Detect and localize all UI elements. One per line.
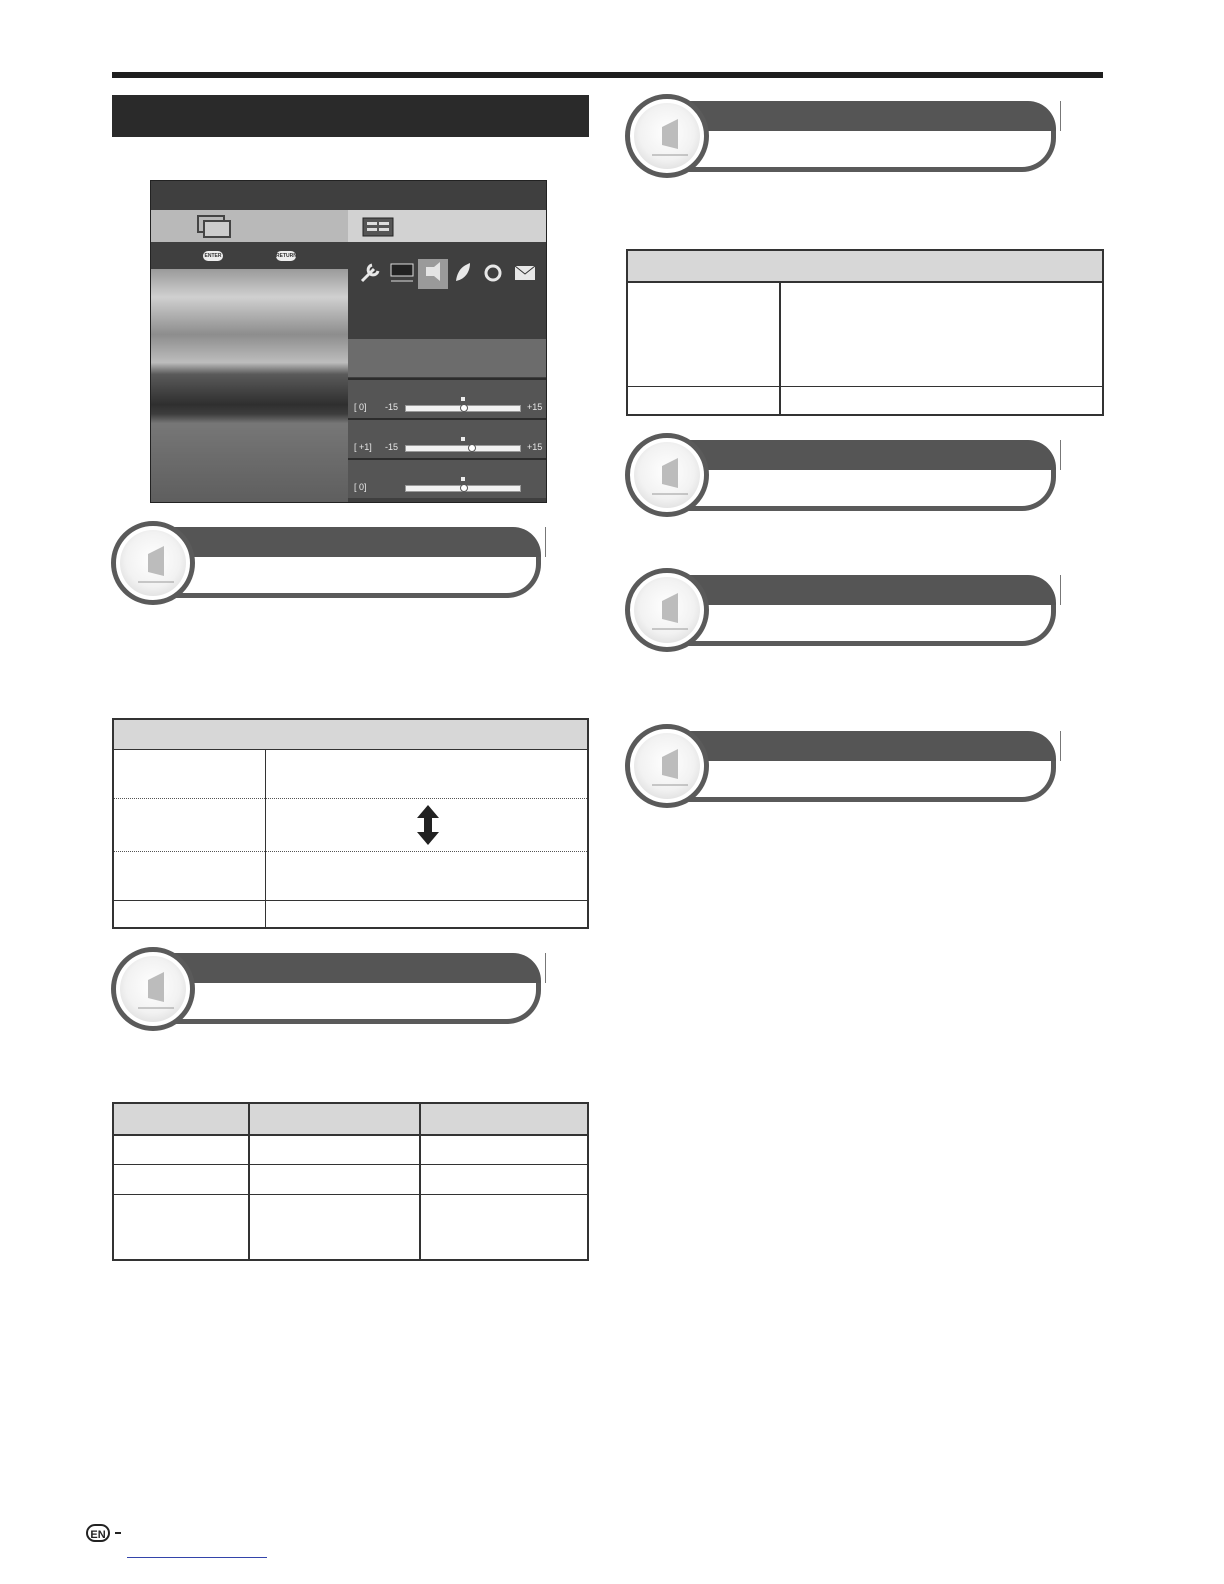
menu-icon-row	[358, 259, 544, 289]
adjust-row-3[interactable]	[348, 458, 546, 498]
feature-header-2	[155, 953, 555, 1029]
wrench-icon	[362, 265, 378, 281]
menu-description-panel	[348, 339, 546, 377]
row-min: -15	[385, 442, 399, 452]
audio-badge-icon	[625, 433, 709, 517]
audio-badge-icon	[625, 94, 709, 178]
table-header	[114, 720, 587, 750]
slider-track[interactable]	[405, 485, 521, 492]
feature-header-3	[670, 101, 1070, 177]
feature-header-6	[670, 731, 1070, 807]
row-value: [ +1]	[354, 442, 372, 452]
settings-table-1	[112, 718, 589, 929]
table-row	[628, 386, 1102, 387]
footer-link-underline[interactable]	[127, 1557, 267, 1558]
audio-badge-icon	[625, 568, 709, 652]
tv-menu-tabs	[151, 210, 546, 242]
table-header	[628, 251, 1102, 283]
return-button-icon: RETURN	[276, 253, 297, 259]
settings-tab-icon	[362, 217, 394, 237]
slider-track[interactable]	[405, 405, 521, 412]
adjust-row-2[interactable]	[348, 418, 546, 458]
audio-badge-icon	[625, 724, 709, 808]
audio-badge-icon	[111, 947, 195, 1031]
top-rule	[112, 72, 1103, 78]
feature-header-5	[670, 575, 1070, 651]
screens-tab-icon[interactable]	[197, 215, 233, 239]
feature-header-1	[155, 527, 555, 603]
row-min: -15	[385, 402, 399, 412]
slider-center-mark	[461, 397, 465, 401]
slider-track[interactable]	[405, 445, 521, 452]
tv-menu-screenshot	[150, 180, 547, 503]
slider-knob[interactable]	[468, 444, 476, 452]
row-value: [ 0]	[354, 402, 367, 412]
up-down-arrow-icon	[415, 804, 441, 846]
row-max: +15	[527, 442, 543, 452]
table-row	[114, 1194, 587, 1195]
picture-icon	[391, 264, 413, 276]
tab-setup[interactable]	[348, 210, 546, 242]
table-row	[114, 1164, 587, 1165]
table-row	[114, 851, 587, 852]
slider-knob[interactable]	[460, 484, 468, 492]
slider-center-mark	[461, 477, 465, 481]
adjust-row-1[interactable]	[348, 378, 546, 418]
table-row	[114, 900, 587, 901]
language-badge: EN	[86, 1524, 110, 1542]
leaf-icon	[456, 263, 470, 281]
row-value: [ 0]	[354, 482, 367, 492]
table-header	[114, 1104, 587, 1136]
settings-table-2	[112, 1102, 589, 1261]
gear-icon	[486, 266, 500, 280]
section-heading-bar	[112, 95, 589, 137]
page-dash	[115, 1532, 121, 1534]
enter-button-icon: ENTER	[204, 253, 222, 259]
landscape-photo	[151, 269, 348, 503]
slider-knob[interactable]	[460, 404, 468, 412]
row-max: +15	[527, 402, 543, 412]
audio-badge-icon	[111, 521, 195, 605]
settings-table-3	[626, 249, 1104, 416]
slider-center-mark	[461, 437, 465, 441]
table-row	[114, 798, 587, 799]
feature-header-4	[670, 440, 1070, 516]
